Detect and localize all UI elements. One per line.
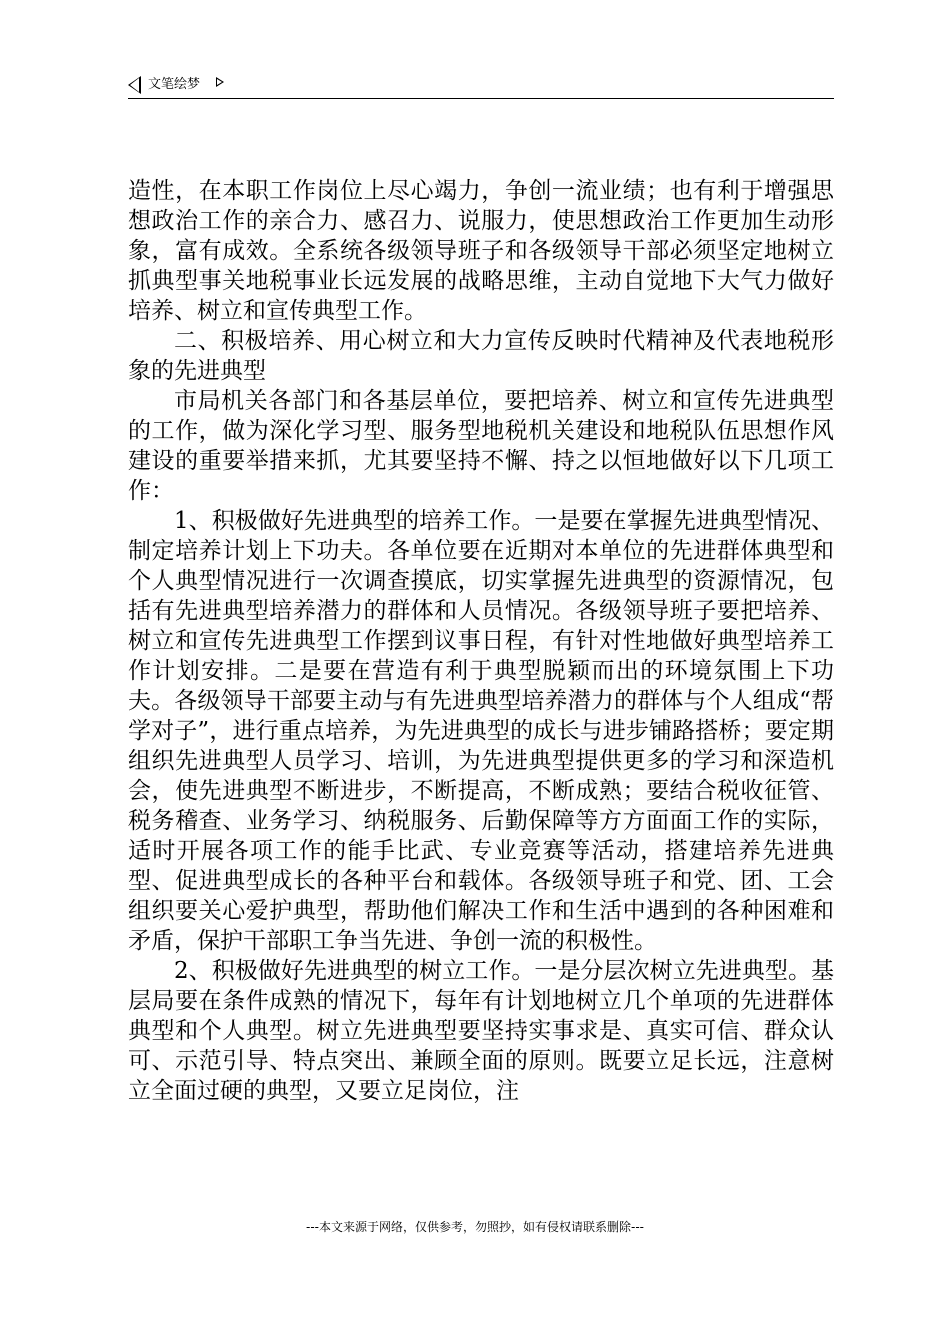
page-header <box>128 72 834 99</box>
paragraph-intro: 市局机关各部门和各基层单位，要把培养、树立和宣传先进典型的工作，做为深化学习型、服务型地税机关建设和地税队伍思想作风建设的重要举措来抓，尤其要坚持不懈、持之以恒地做好以下几项工作： <box>128 388 834 504</box>
paragraph-item-1: 1、积极做好先进典型的培养工作。一是要在掌握先进典型情况、制定培养计划上下功夫。各单位要在近期对本单位的先进群体典型和个人典型情况进行一次调查摸底，切实掌握先进典型的资源情况，包括有先进典型培养潜力的群体和人员情况。各级领导班子要把培养、树立和宣传先进典型工作摆到议事日程，有针对性地做好典型培养工作计划安排。二是要在营造有利于典型脱颖而出的环境氛围上下功夫。各级领导干部要主动与有先进典型培养潜力的群体与个人组成“帮学对子”，进行重点培养，为先进典型的成长与进步铺路搭桥；要定期组织先进典型人员学习、培训，为先进典型提供更多的学习和深造机会，使先进典型不断进步，不断提高，不断成熟；要结合税收征管、税务稽查、业务学习、纳税服务、后勤保障等方方面面工作的实际，适时开展各项工作的能手比武、专业竞赛等活动，搭建培养先进典型、促进典型成长的各种平台和载体。各级领导班子和党、团、工会组织要关心爱护典型，帮助他们解决工作和生活中遇到的各种困难和矛盾，保护干部职工争当先进、争创一流的积极性。 <box>128 508 834 954</box>
document-body <box>128 176 834 1106</box>
triangle-left-outline-icon <box>128 76 141 94</box>
page-footer: ---本文来源于网络，仅供参考，勿照抄，如有侵权请联系删除--- <box>306 1220 644 1234</box>
paragraph-continuation: 造性，在本职工作岗位上尽心竭力，争创一流业绩；也有利于增强思想政治工作的亲合力、感召力、说服力，使思想政治工作更加生动形象，富有成效。全系统各级领导班子和各级领导干部必须坚定地树立抓典型事关地税事业长远发展的战略思维，主动自觉地下大气力做好培养、树立和宣传典型工作。 <box>128 178 834 324</box>
triangle-right-outline-icon <box>216 77 224 87</box>
section-heading: 二、积极培养、用心树立和大力宣传反映时代精神及代表地税形象的先进典型 <box>128 328 834 384</box>
header-title: 文笔绘梦 <box>148 77 201 92</box>
paragraph-item-2: 2、积极做好先进典型的树立工作。一是分层次树立先进典型。基层局要在条件成熟的情况下，每年有计划地树立几个单项的先进群体典型和个人典型。树立先进典型要坚持实事求是、真实可信、群众认可、示范引导、特点突出、兼顾全面的原则。既要立足长远，注意树立全面过硬的典型，又要立足岗位，注 <box>128 958 834 1104</box>
